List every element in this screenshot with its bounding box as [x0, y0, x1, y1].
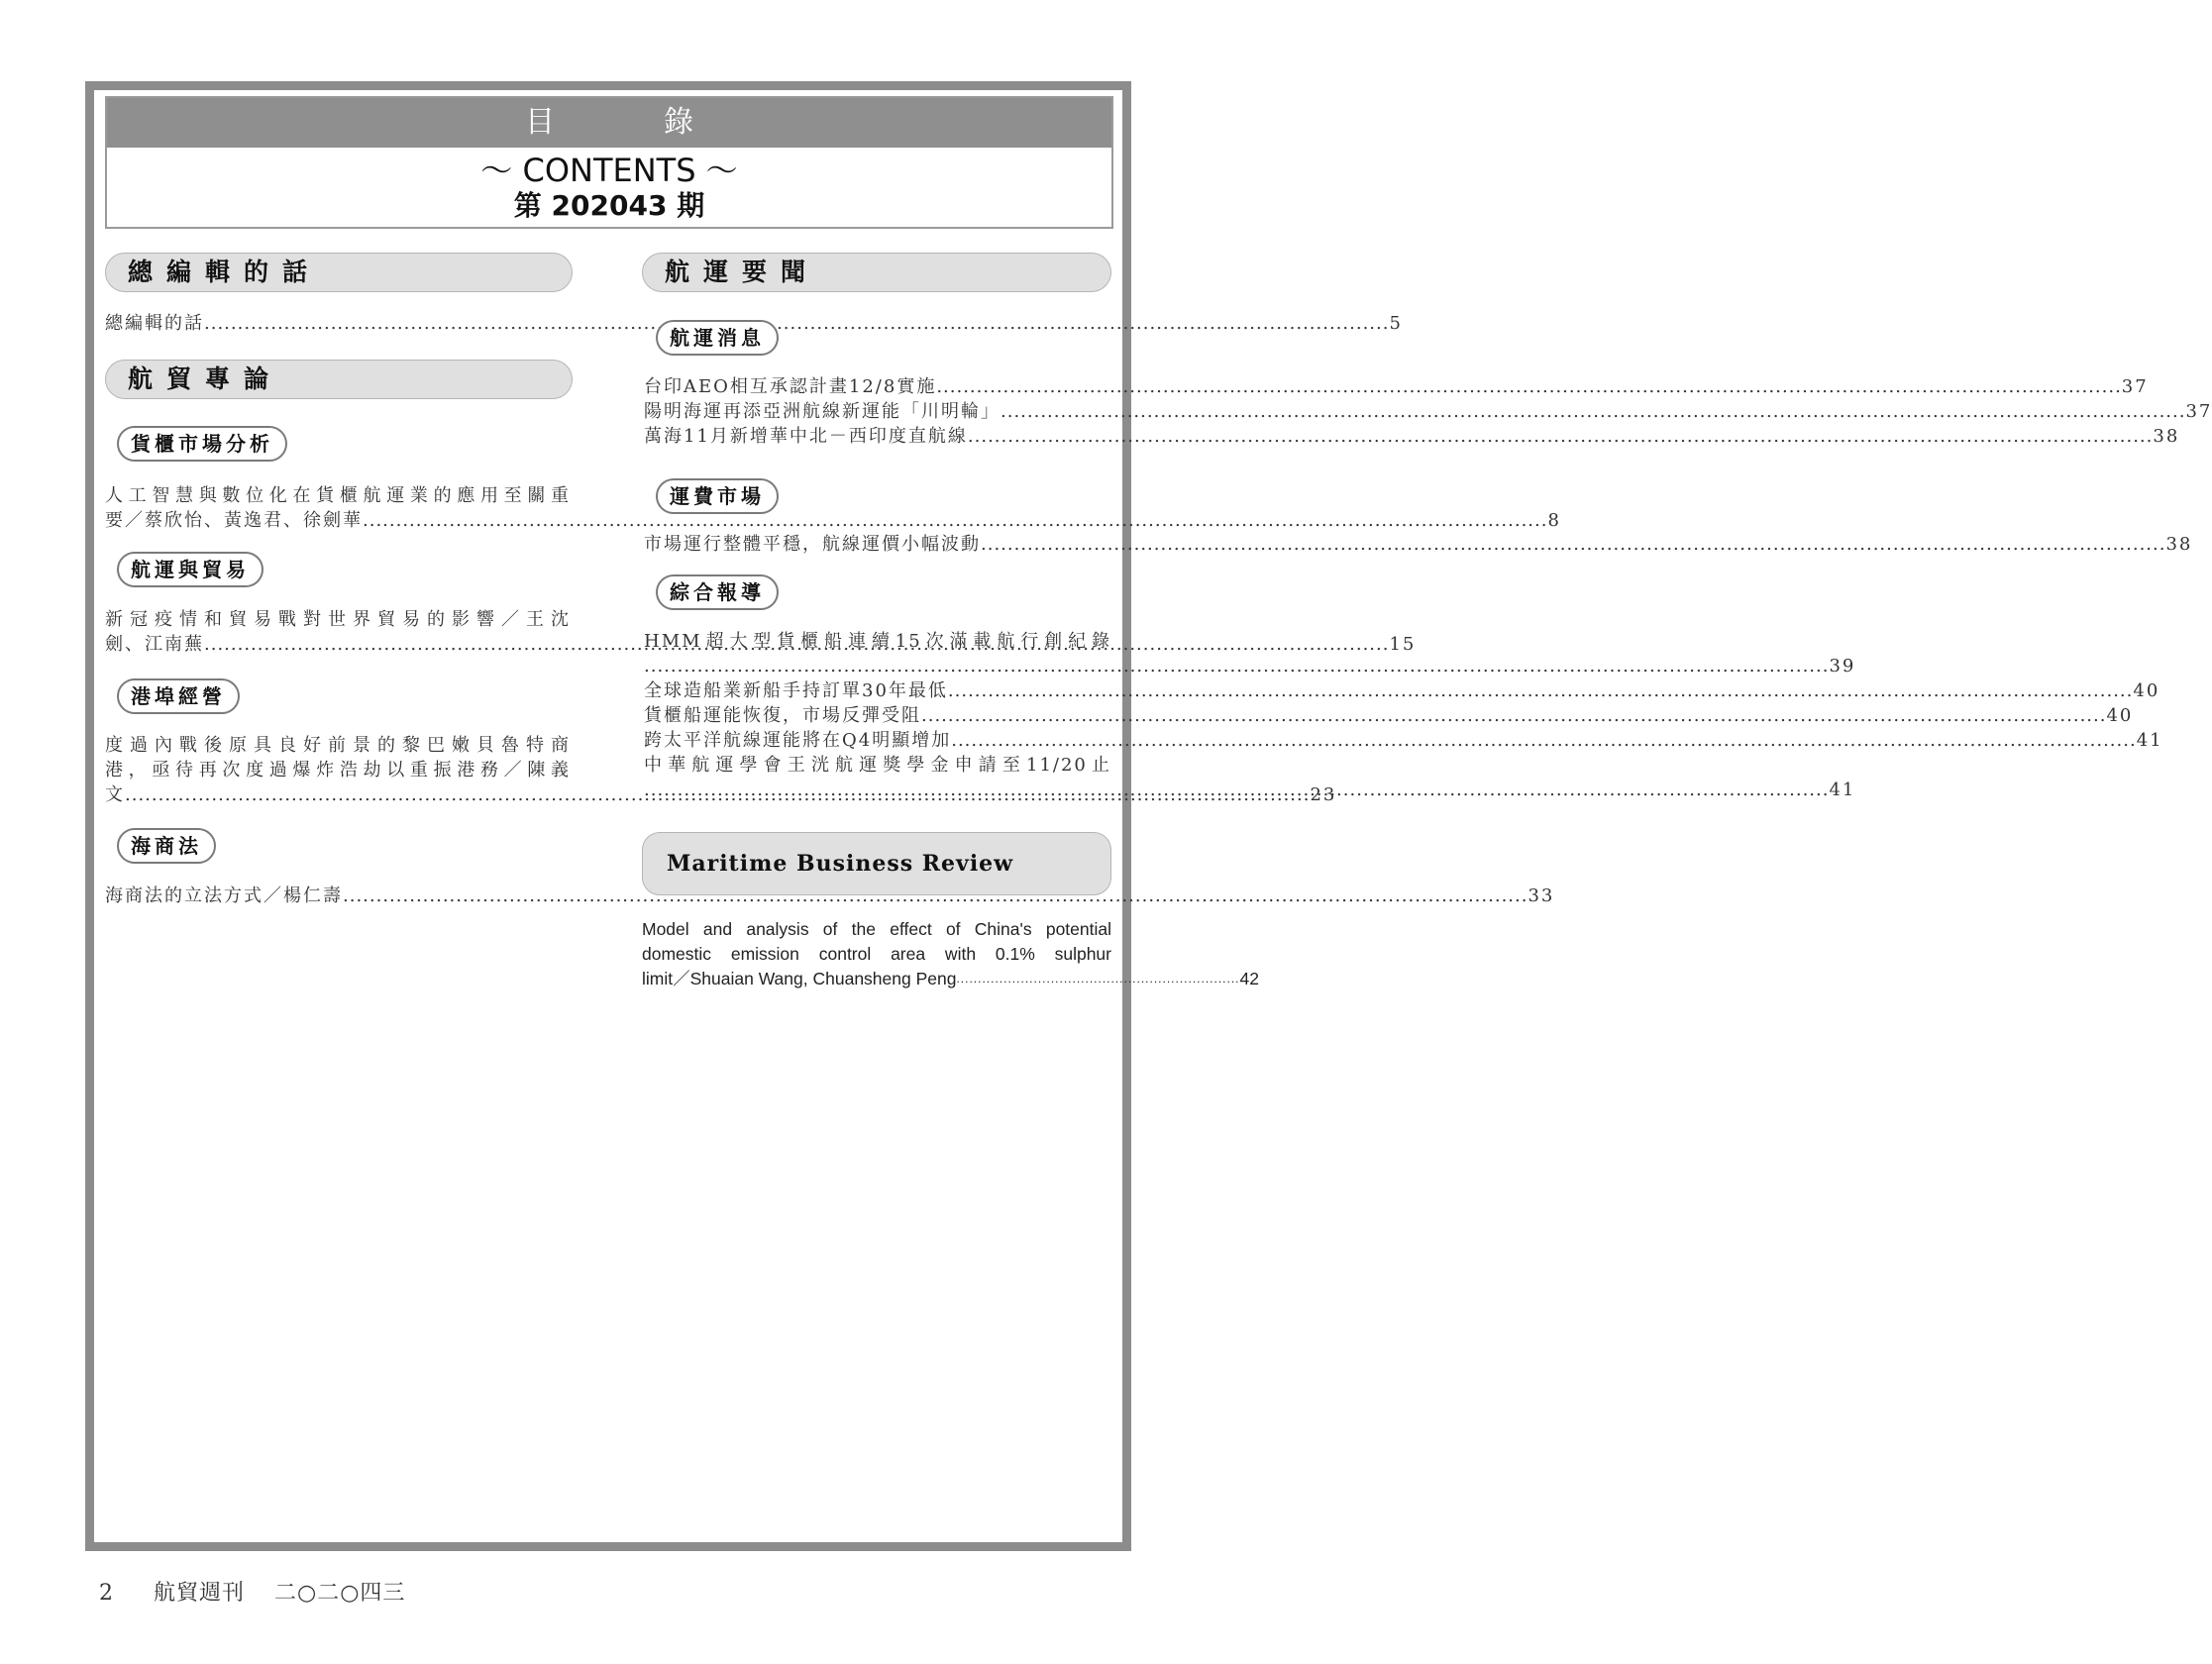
toc-entry[interactable]: 中華航運學會王洸航運獎學金申請至11/20止 ..... 41 [644, 753, 1111, 802]
toc-entry[interactable]: HMM超大型貨櫃船連續15次滿載航行創紀錄 ..... 39 [644, 629, 1111, 678]
footer-page-number: 2 [99, 1581, 114, 1606]
header-title: 目 錄 [107, 98, 1111, 148]
footer-journal-name: 航貿週刊 [154, 1581, 246, 1606]
footer-issue-cn: 二○二○四三 [274, 1581, 406, 1606]
page-footer [99, 1576, 405, 1607]
toc-entry-ai-digital[interactable]: 人工智慧與數位化在貨櫃航運業的應用至關重 要／蔡欣怡、黃逸君、徐劍華 ..... 8 [105, 483, 571, 533]
toc-entry[interactable]: 陽明海運再添亞洲航線新運能「川明輪」 ..... 37 [644, 399, 1111, 424]
toc-entry-editor[interactable]: 總編輯的話 ..... 5 [105, 311, 571, 336]
category-shipping-trade: 航運與貿易 [117, 552, 263, 587]
issue-number: 第 202043 期 [513, 189, 705, 222]
section-mbr-heading: Maritime Business Review [642, 832, 1111, 895]
toc-entry-covid-trade[interactable]: 新冠疫情和貿易戰對世界貿易的影響／王沈 劍、江南蕪 ..... 15 [105, 607, 571, 657]
toc-entry[interactable]: 市場運行整體平穩，航線運價小幅波動 ..... 38 [644, 532, 1111, 557]
toc-entry-beirut-port[interactable]: 度過內戰後原具良好前景的黎巴嫩貝魯特商 港，亟待再次度過爆炸浩劫以重振港務／陳義 文 ..... 23 [105, 733, 571, 807]
toc-entry[interactable]: 跨太平洋航線運能將在Q4明顯增加 ..... 41 [644, 728, 1111, 753]
toc-entry[interactable]: 台印AEO相互承認計畫12/8實施 ..... 37 [644, 374, 1111, 399]
toc-list-freight-market [644, 532, 2193, 557]
toc-entry-mbr-article[interactable]: Model and analysis of the effect of China's potential domestic emission control area with 0.1% sulphur limit／Shuaian Wang, Chuansheng Peng .................................................................. 42 [642, 919, 1259, 988]
category-port-operation: 港埠經營 [117, 678, 240, 714]
category-shipping-news: 航運消息 [656, 320, 779, 356]
section-news-heading: 航運要聞 [642, 253, 1111, 292]
toc-entry-maritime-law[interactable]: 海商法的立法方式／楊仁壽 ..... 33 [105, 884, 571, 908]
toc-list-shipping-news [644, 374, 2212, 449]
section-trade-heading: 航貿專論 [105, 360, 573, 399]
contents-title: ～ CONTENTS ～ [480, 152, 738, 189]
section-editor-heading: 總編輯的話 [105, 253, 573, 292]
category-general-report: 綜合報導 [656, 574, 779, 610]
toc-entry[interactable]: 貨櫃船運能恢復，市場反彈受阻 ..... 40 [644, 703, 1111, 728]
toc-entry[interactable]: 萬海11月新增華中北－西印度直航線 ..... 38 [644, 424, 1111, 449]
category-maritime-law: 海商法 [117, 828, 216, 864]
contents-header [105, 96, 1113, 229]
category-freight-market: 運費市場 [656, 478, 779, 514]
toc-entry[interactable]: 全球造船業新船手持訂單30年最低 ..... 40 [644, 678, 1111, 703]
category-container-market: 貨櫃市場分析 [117, 426, 287, 462]
